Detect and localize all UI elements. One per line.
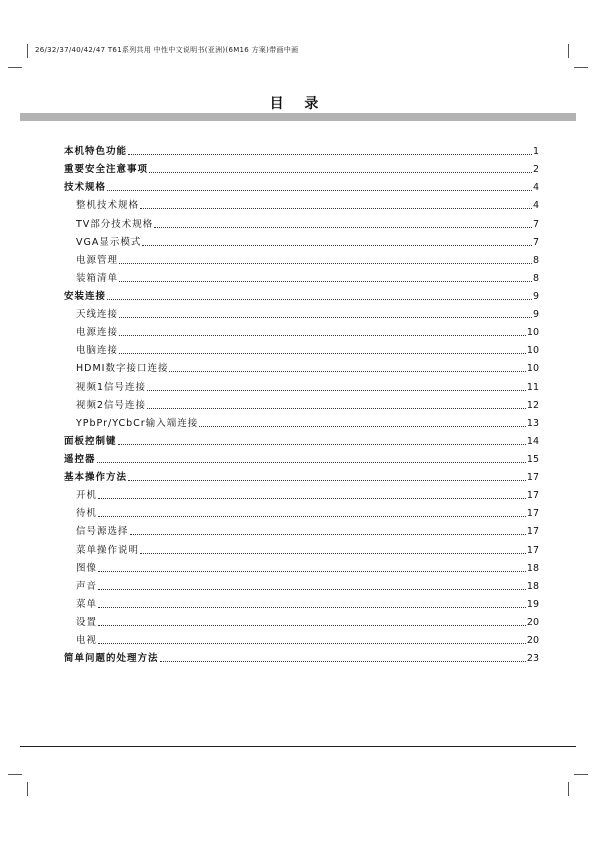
toc-entry-subsection[interactable] [64,249,539,267]
toc-entry-subsection[interactable] [64,502,539,520]
toc-entry-section[interactable] [64,448,539,466]
toc-dot-leader [118,444,526,445]
toc-entry-label: 视频2信号连接 [76,399,147,411]
toc-entry-label: 菜单操作说明 [76,544,140,556]
crop-mark-top-left-vertical [27,44,28,58]
toc-entry-label: VGA显示模式 [76,236,142,248]
toc-entry-page-number: 14 [526,435,539,447]
toc-dot-leader [119,263,532,264]
toc-dot-leader [128,480,526,481]
toc-dot-leader [130,534,526,535]
toc-entry-label: 安装连接 [64,290,107,302]
toc-entry-subsection[interactable] [64,375,539,393]
toc-entry-label: 技术规格 [64,182,107,194]
toc-entry-subsection[interactable] [64,412,539,430]
toc-entry-label: 电源管理 [76,254,119,266]
toc-entry-label: 重要安全注意事项 [64,164,149,176]
toc-entry-page-number: 10 [526,327,539,339]
toc-entry-page-number: 10 [526,363,539,375]
toc-entry-section[interactable] [64,647,539,665]
toc-entry-page-number: 18 [526,580,539,592]
toc-entry-page-number: 4 [532,200,539,212]
toc-entry-subsection[interactable] [64,611,539,629]
toc-entry-label: 电源连接 [76,327,119,339]
toc-entry-page-number: 11 [526,381,539,393]
toc-dot-leader [119,335,526,336]
toc-entry-section[interactable] [64,430,539,448]
toc-dot-leader [119,281,532,282]
toc-entry-label: 声音 [76,580,98,592]
toc-entry-page-number: 10 [526,345,539,357]
toc-entry-label: HDMI数字接口连接 [76,363,169,375]
toc-dot-leader [128,154,532,155]
toc-entry-label: 基本操作方法 [64,472,128,484]
toc-entry-subsection[interactable] [64,303,539,321]
toc-dot-leader [154,227,532,228]
toc-entry-subsection[interactable] [64,212,539,230]
toc-entry-page-number: 9 [532,309,539,321]
toc-entry-subsection[interactable] [64,593,539,611]
toc-entry-subsection[interactable] [64,484,539,502]
toc-entry-page-number: 1 [532,146,539,158]
toc-entry-subsection[interactable] [64,538,539,556]
toc-entry-page-number: 20 [526,635,539,647]
toc-dot-leader [98,643,526,644]
toc-entry-page-number: 2 [532,164,539,176]
crop-mark-bottom-right-horizontal [574,774,588,775]
toc-entry-page-number: 7 [532,236,539,248]
toc-entry-section[interactable] [64,285,539,303]
toc-dot-leader [199,426,526,427]
toc-entry-section[interactable] [64,140,539,158]
toc-entry-page-number: 23 [526,653,539,665]
toc-entry-label: 设置 [76,616,98,628]
toc-entry-page-number: 7 [532,218,539,230]
toc-entry-section[interactable] [64,176,539,194]
toc-entry-page-number: 8 [532,272,539,284]
toc-entry-label: 视频1信号连接 [76,381,147,393]
toc-entry-page-number: 19 [526,598,539,610]
toc-dot-leader [149,172,532,173]
toc-entry-label: 信号源选择 [76,526,129,538]
toc-entry-page-number: 17 [526,508,539,520]
page-title: 目 录 [269,96,327,112]
toc-entry-page-number: 17 [526,490,539,502]
crop-mark-bottom-left-vertical [27,782,28,796]
toc-dot-leader [98,571,526,572]
toc-dot-leader [107,299,532,300]
toc-entry-label: 装箱清单 [76,272,119,284]
footer-rule [20,746,576,747]
toc-entry-label: 简单问题的处理方法 [64,653,159,665]
toc-dot-leader [119,317,532,318]
toc-entry-page-number: 20 [526,616,539,628]
toc-entry-subsection[interactable] [64,194,539,212]
toc-entry-subsection[interactable] [64,394,539,412]
toc-entry-page-number: 17 [526,544,539,556]
toc-entry-subsection[interactable] [64,321,539,339]
table-of-contents [64,140,539,665]
toc-entry-subsection[interactable] [64,520,539,538]
toc-entry-label: 开机 [76,490,98,502]
toc-entry-label: 菜单 [76,598,98,610]
toc-entry-label: 整机技术规格 [76,200,140,212]
toc-entry-label: TV部分技术规格 [76,218,154,230]
toc-entry-section[interactable] [64,158,539,176]
crop-mark-bottom-right-vertical [568,782,569,796]
toc-entry-page-number: 9 [532,290,539,302]
toc-entry-page-number: 18 [526,562,539,574]
toc-entry-page-number: 17 [526,526,539,538]
toc-dot-leader [160,661,526,662]
toc-dot-leader [142,245,532,246]
toc-entry-label: YPbPr/YCbCr输入端连接 [76,417,199,429]
toc-dot-leader [98,625,526,626]
toc-dot-leader [140,553,526,554]
toc-dot-leader [119,353,526,354]
toc-entry-label: 天线连接 [76,309,119,321]
toc-entry-label: 电视 [76,635,98,647]
print-header-text: 26/32/37/40/42/47 T61系列共用 中性中文说明书(亚洲)(6M16 方案)带画中画 [35,46,299,54]
toc-entry-label: 遥控器 [64,453,96,465]
toc-dot-leader [98,498,526,499]
title-rule-bar [20,113,576,121]
toc-dot-leader [98,516,526,517]
toc-entry-label: 本机特色功能 [64,146,128,158]
crop-mark-top-right-vertical [568,44,569,58]
toc-entry-page-number: 12 [526,399,539,411]
toc-entry-label: 图像 [76,562,98,574]
toc-dot-leader [147,408,526,409]
toc-dot-leader [97,462,526,463]
toc-entry-page-number: 17 [526,472,539,484]
toc-entry-subsection[interactable] [64,339,539,357]
toc-entry-label: 电脑连接 [76,345,119,357]
toc-dot-leader [98,589,526,590]
toc-dot-leader [98,607,526,608]
toc-dot-leader [169,371,525,372]
toc-entry-page-number: 13 [526,417,539,429]
toc-entry-subsection[interactable] [64,575,539,593]
toc-entry-page-number: 8 [532,254,539,266]
toc-entry-subsection[interactable] [64,357,539,375]
toc-dot-leader [147,390,526,391]
toc-entry-page-number: 15 [526,453,539,465]
toc-entry-label: 待机 [76,508,98,520]
toc-entry-page-number: 4 [532,182,539,194]
toc-entry-subsection[interactable] [64,231,539,249]
toc-entry-label: 面板控制键 [64,435,117,447]
toc-dot-leader [107,190,532,191]
toc-entry-subsection[interactable] [64,557,539,575]
toc-entry-subsection[interactable] [64,629,539,647]
toc-entry-section[interactable] [64,466,539,484]
crop-mark-bottom-left-horizontal [8,774,22,775]
crop-mark-top-right-horizontal [574,67,588,68]
toc-dot-leader [140,208,532,209]
crop-mark-top-left-horizontal [8,67,22,68]
toc-entry-subsection[interactable] [64,267,539,285]
